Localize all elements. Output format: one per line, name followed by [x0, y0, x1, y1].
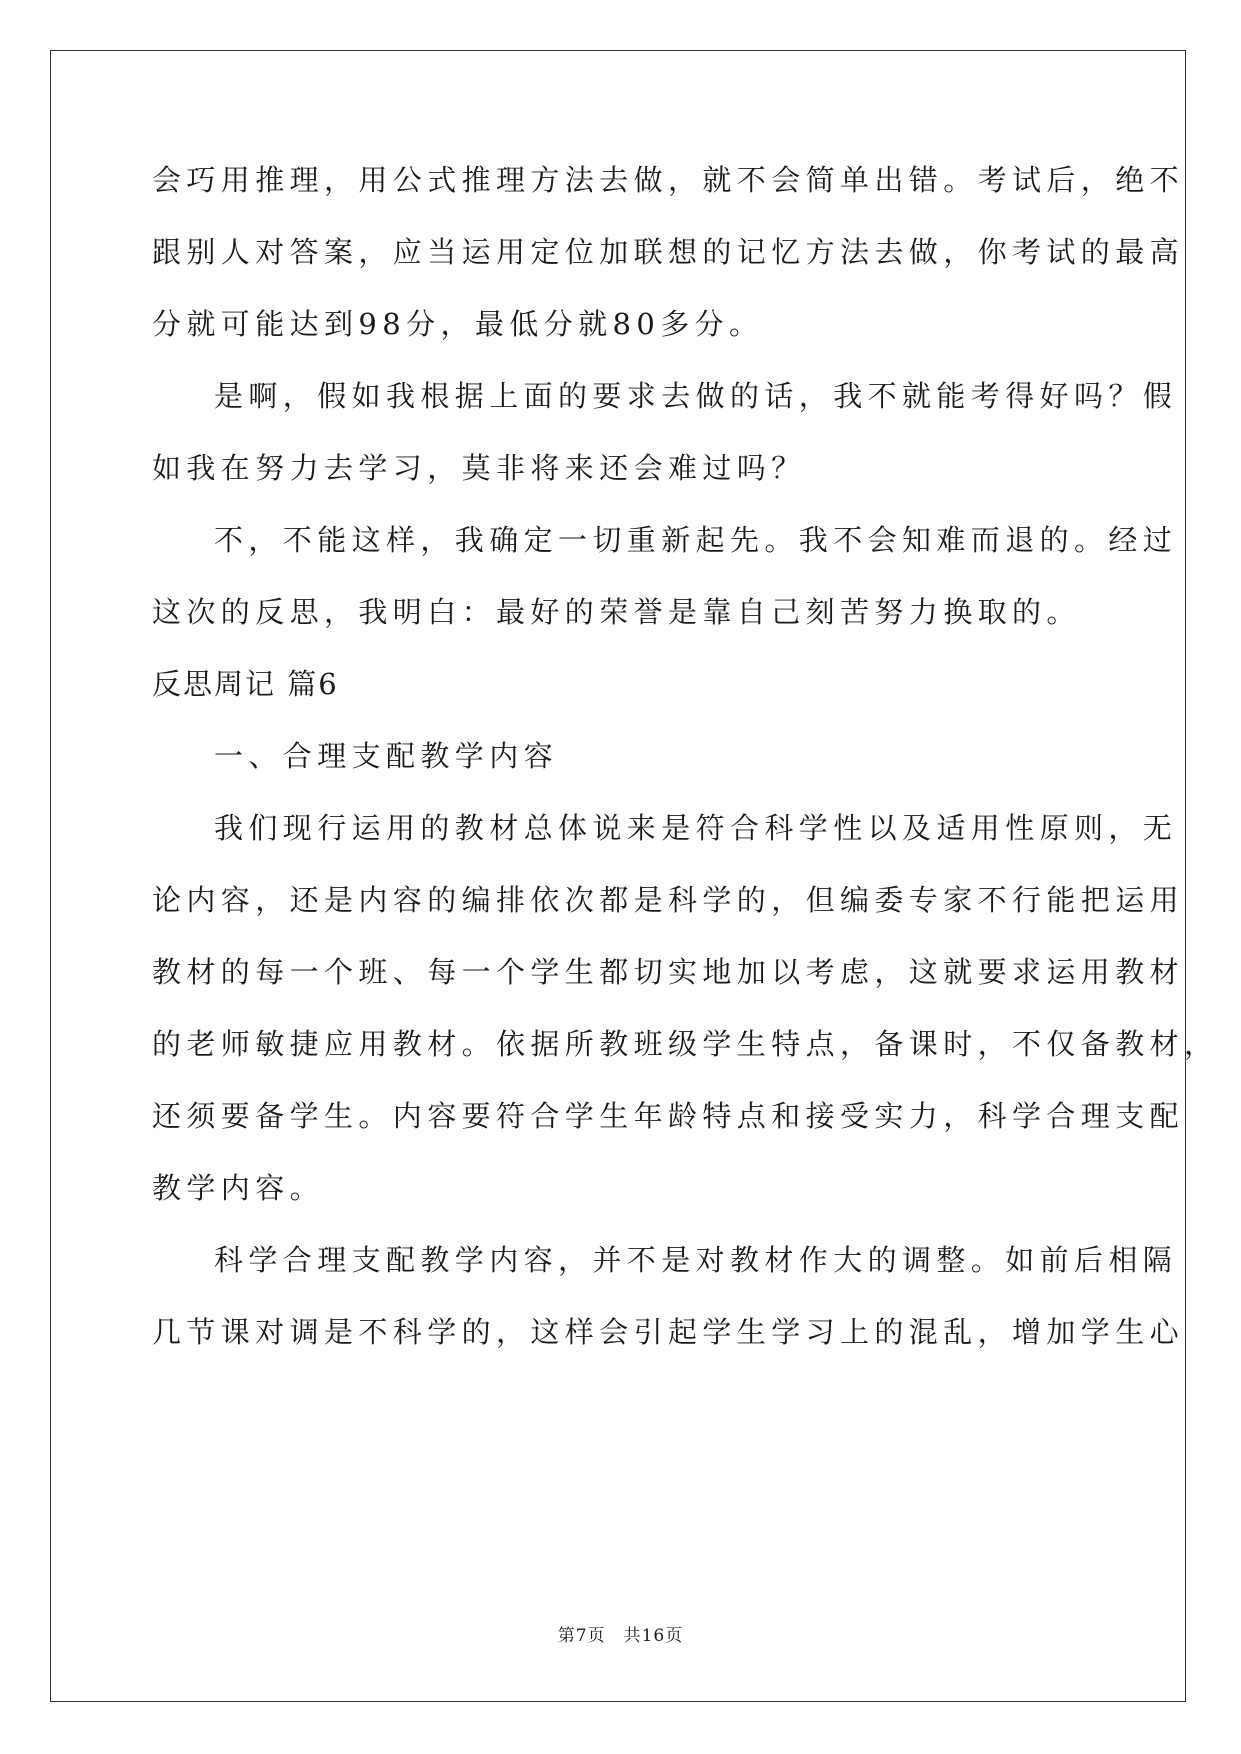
paragraph-line: 分就可能达到98分，最低分就80多分。 [152, 307, 764, 341]
paragraph-line: 如我在努力去学习，莫非将来还会难过吗？ [152, 451, 806, 485]
paragraph-line: 是啊，假如我根据上面的要求去做的话，我不就能考得好吗？假 [214, 379, 1178, 413]
page-border [50, 50, 1186, 1702]
paragraph-line: 论内容，还是内容的编排依次都是科学的，但编委专家不行能把运用 [152, 883, 1185, 917]
subsection-heading: 一、合理支配教学内容 [214, 739, 559, 773]
page-number-footer: 第7页 共16页 [557, 1626, 684, 1646]
paragraph-line: 教学内容。 [152, 1171, 325, 1205]
paragraph-line: 的老师敏捷应用教材。依据所教班级学生特点，备课时，不仅备教材， [152, 1027, 1219, 1061]
paragraph-line: 这次的反思，我明白：最好的荣誉是靠自己刻苦努力换取的。 [152, 595, 1081, 629]
section-heading: 反思周记 篇6 [152, 667, 339, 701]
paragraph-line: 教材的每一个班、每一个学生都切实地加以考虑，这就要求运用教材 [152, 955, 1185, 989]
paragraph-line: 还须要备学生。内容要符合学生年龄特点和接受实力，科学合理支配 [152, 1099, 1185, 1133]
paragraph-line: 科学合理支配教学内容，并不是对教材作大的调整。如前后相隔 [214, 1243, 1178, 1277]
paragraph-line: 会巧用推理，用公式推理方法去做，就不会简单出错。考试后，绝不 [152, 163, 1185, 197]
paragraph-line: 跟别人对答案，应当运用定位加联想的记忆方法去做，你考试的最高 [152, 235, 1185, 269]
paragraph-line: 几节课对调是不科学的，这样会引起学生学习上的混乱，增加学生心 [152, 1315, 1185, 1349]
paragraph-line: 不，不能这样，我确定一切重新起先。我不会知难而退的。经过 [214, 523, 1178, 557]
paragraph-line: 我们现行运用的教材总体说来是符合科学性以及适用性原则，无 [214, 811, 1178, 845]
